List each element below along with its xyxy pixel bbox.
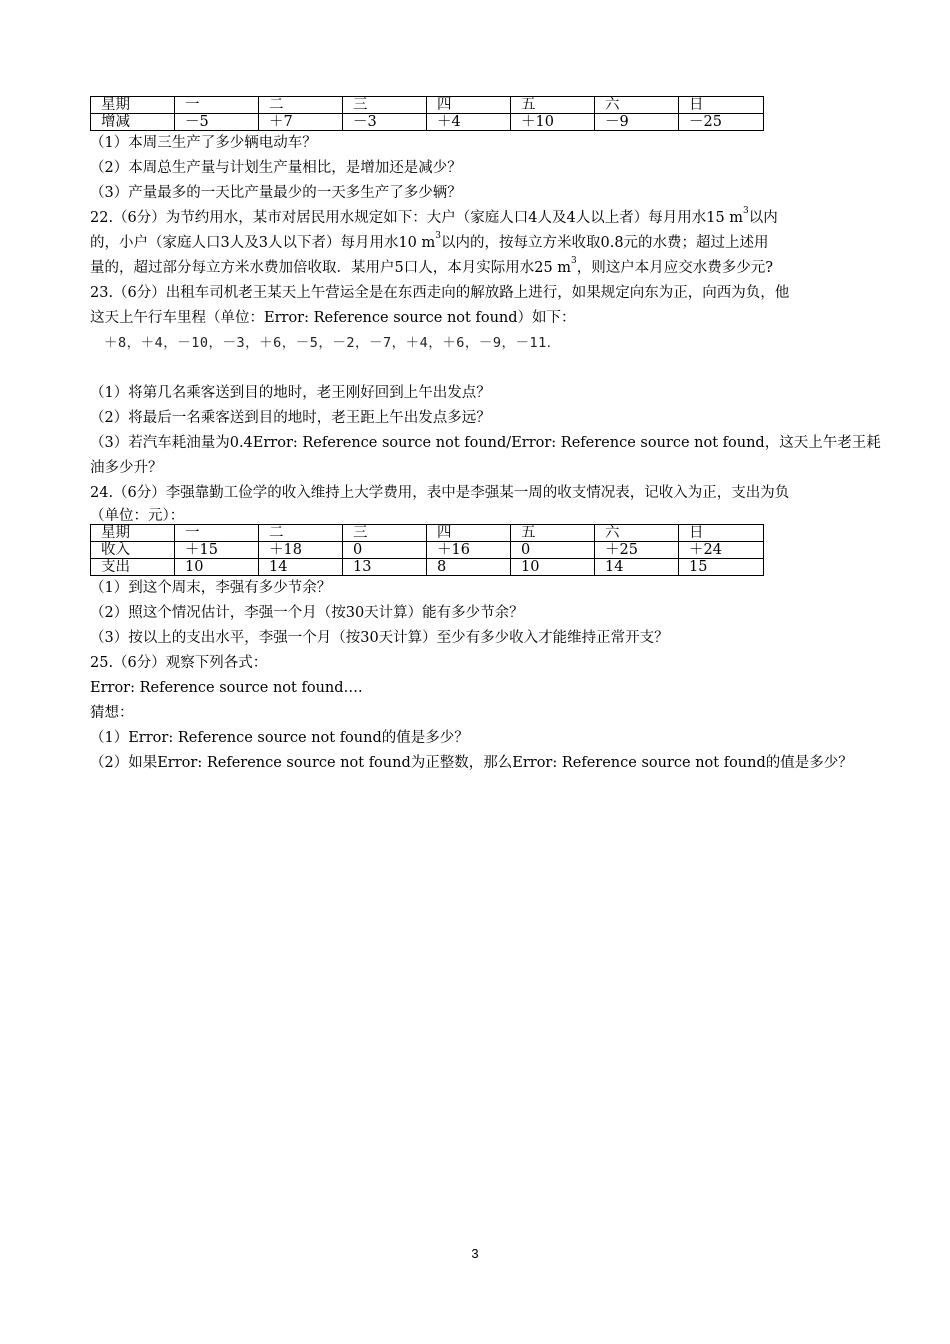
table-cell: 0 [511, 542, 595, 559]
table-cell: 收入 [91, 542, 175, 559]
q23-line2: 这天上午行车里程（单位：Error: Reference source not found）如下： [90, 310, 576, 326]
q22-text: 量的，超过部分每立方米水费加倍收取．某用户5口人，本月实际用水25 m [90, 260, 572, 276]
page-number: 3 [471, 1246, 479, 1261]
table-row [91, 559, 764, 576]
q22-text: ，则这户本月应交水费多少元? [576, 260, 774, 276]
table-cell: 三 [343, 525, 427, 542]
q25-line2: Error: Reference source not found…. [90, 680, 363, 696]
table-cell: 8 [427, 559, 511, 576]
table-cell: 10 [511, 559, 595, 576]
superscript: 3 [743, 206, 749, 216]
table-cell: 日 [679, 525, 764, 542]
q25-sub1: （1）Error: Reference source not found的值是多少？ [90, 730, 469, 746]
table-cell: 13 [343, 559, 427, 576]
table-cell: 六 [595, 525, 679, 542]
q22-text: 以内 [748, 210, 778, 226]
table-cell: －3 [343, 114, 427, 131]
q22-line1 [90, 206, 862, 231]
table-cell: ＋4 [427, 114, 511, 131]
table-cell: ＋18 [259, 542, 343, 559]
table-cell: 六 [595, 97, 679, 114]
table-cell: ＋10 [511, 114, 595, 131]
document-page [90, 96, 881, 776]
table-row [91, 525, 764, 542]
spacer [90, 356, 862, 381]
table-cell: 五 [511, 97, 595, 114]
table-cell: 0 [343, 542, 427, 559]
table-cell: 二 [259, 525, 343, 542]
table-cell: 五 [511, 525, 595, 542]
table-cell: ＋16 [427, 542, 511, 559]
table-cell: －25 [679, 114, 764, 131]
table-cell: 四 [427, 525, 511, 542]
q24-sub3: （3）按以上的支出水平，李强一个月（按30天计算）至少有多少收入才能维持正常开支？ [90, 630, 669, 646]
q23-sub3b: 油多少升？ [90, 460, 163, 476]
q24-line2: （单位：元）： [90, 508, 185, 524]
table-cell: 14 [595, 559, 679, 576]
table-row [91, 114, 764, 131]
q22-line3 [90, 256, 862, 281]
q25-line1: 25.（6分）观察下列各式： [90, 655, 268, 671]
table-cell: 15 [679, 559, 764, 576]
q22-text: 的，小户（家庭人口3人及3人以下者）每月用水10 m [90, 235, 436, 251]
table-cell: ＋15 [175, 542, 259, 559]
q21-sub1: （1）本周三生产了多少辆电动车？ [90, 135, 317, 151]
table-row [91, 542, 764, 559]
superscript: 3 [571, 256, 577, 266]
table-row [91, 97, 764, 114]
q22-text: 22.（6分）为节约用水，某市对居民用水规定如下：大户（家庭人口4人及4人以上者）每月用水15 m [90, 210, 744, 226]
table-cell: 增减 [91, 114, 175, 131]
table-cell: 星期 [91, 525, 175, 542]
table-cell: ＋25 [595, 542, 679, 559]
table-cell: 10 [175, 559, 259, 576]
q23-line1: 23.（6分）出租车司机老王某天上午营运全是在东西走向的解放路上进行，如果规定向东为正，向西为负，他 [90, 285, 790, 301]
q23-mileage-sequence: ＋8，＋4，－10，－3，＋6，－5，－2，－7，＋4，＋6，－9，－11． [104, 335, 561, 351]
table-cell: ＋7 [259, 114, 343, 131]
table-cell: 日 [679, 97, 764, 114]
table-cell: 一 [175, 97, 259, 114]
q22-line2 [90, 231, 862, 256]
table-cell: 二 [259, 97, 343, 114]
table-cell: 一 [175, 525, 259, 542]
table-cell: －5 [175, 114, 259, 131]
table-cell: 四 [427, 97, 511, 114]
q23-sub3a: （3）若汽车耗油量为0.4Error: Reference source not found/Error: Reference source not found，这天上午老王耗 [90, 435, 881, 451]
weekly-change-table [90, 96, 764, 131]
q24-sub1: （1）到这个周末，李强有多少节余？ [90, 580, 332, 596]
q22-text: 以内的，按每立方米收取0.8元的水费；超过上述用 [441, 235, 769, 251]
table-cell: ＋24 [679, 542, 764, 559]
q24-sub2: （2）照这个情况估计，李强一个月（按30天计算）能有多少节余？ [90, 605, 524, 621]
q24-line1: 24.（6分）李强靠勤工俭学的收入维持上大学费用，表中是李强某一周的收支情况表，记收入为正，支出为负 [90, 485, 790, 501]
table-cell: －9 [595, 114, 679, 131]
q21-sub3: （3）产量最多的一天比产量最少的一天多生产了多少辆？ [90, 185, 462, 201]
q23-sub2: （2）将最后一名乘客送到目的地时，老王距上午出发点多远？ [90, 410, 491, 426]
q25-sub2: （2）如果Error: Reference source not found为正整数，那么Error: Reference source not found的值是多少？ [90, 755, 853, 771]
q23-sub1: （1）将第几名乘客送到目的地时，老王刚好回到上午出发点？ [90, 385, 491, 401]
table-cell: 三 [343, 97, 427, 114]
income-expense-table [90, 524, 764, 576]
superscript: 3 [435, 231, 441, 241]
q25-line3: 猜想： [90, 705, 134, 721]
q21-sub2: （2）本周总生产量与计划生产量相比，是增加还是减少？ [90, 160, 462, 176]
table-cell: 支出 [91, 559, 175, 576]
table-cell: 14 [259, 559, 343, 576]
table-cell: 星期 [91, 97, 175, 114]
